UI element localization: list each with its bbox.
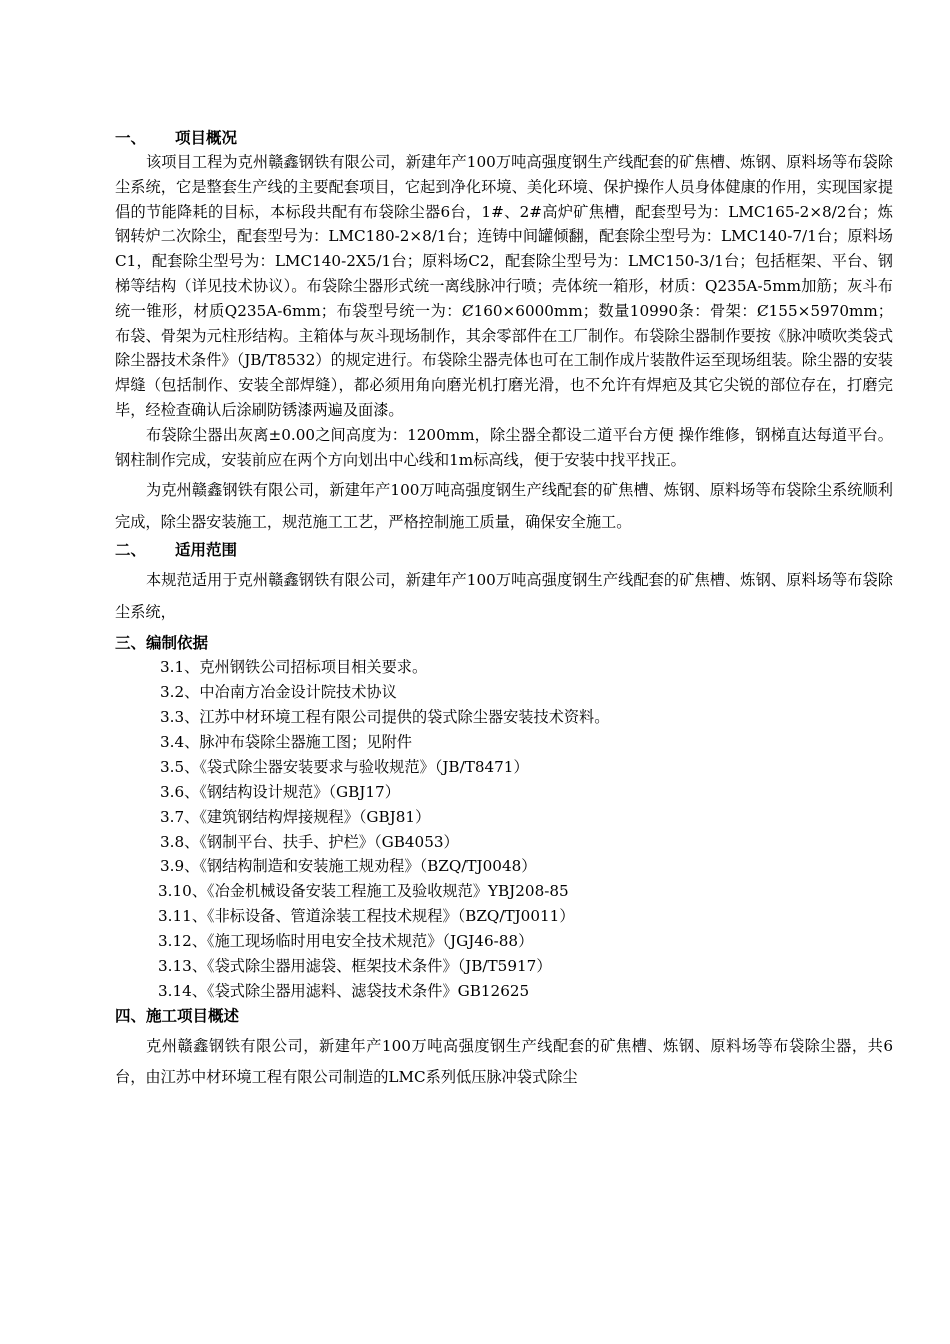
section-title: 施工项目概述	[146, 1006, 240, 1025]
section-title: 编制依据	[146, 634, 209, 653]
list-item: 3.2、中冶南方冶金设计院技术协议	[160, 683, 397, 702]
section-heading-overview	[115, 126, 893, 150]
list-item: 3.10、《冶金机械设备安装工程施工及验收规范》YBJ208-85	[158, 882, 569, 901]
section-number: 二、	[115, 541, 147, 560]
section-heading-basis	[115, 631, 893, 655]
section-title: 适用范围	[175, 541, 238, 560]
list-item: 3.12、《施工现场临时用电安全技术规范》（JGJ46-88）	[158, 932, 534, 951]
paragraph-project-description: 该项目工程为克州赣鑫钢铁有限公司，新建年产100万吨高强度钢生产线配套的矿焦槽、炼钢、原料场等布袋除尘系统，它是整套生产线的主要配套项目，它起到净化环境、美化环境、保护操作人员身体健康的作用，实现国家提倡的节能降耗的目标，本标段共配有布袋除尘器6台，1#、2#高炉矿焦槽，配套型号为：LMC165-2×8/2台；炼钢转炉二次除尘，配套型号为：LMC180-2×8/1台；连铸中间罐倾翻，配套除尘型号为：LMC140-7/1台；原料场C1，配套除尘型号为：LMC140-2X5/1台；原料场C2，配套除尘型号为：LMC150-3/1台；包括框架、平台、钢梯等结构（详见技术协议）。布袋除尘器形式统一离线脉冲行喷；壳体统一箱形，材质：Q235A-5mm加筋；灰斗布统一锥形，材质Q235A-6mm；布袋型号统一为：Ȼ160×6000mm；数量10990条：骨架：Ȼ155×5970mm；布袋、骨架为元柱形结构。主箱体与灰斗现场制作，其余零部件在工厂制作。布袋除尘器制作要按《脉冲喷吹类袋式除尘器技术条件》（JB/T8532）的规定进行。布袋除尘器壳体也可在工制作成片装散件运至现场组装。除尘器的安装焊缝（包括制作、安装全部焊缝），都必须用角向磨光机打磨光滑，也不允许有焊疤及其它尖锐的部位存在，打磨完毕，经检查确认后涂刷防锈漆两遍及面漆。	[115, 153, 893, 419]
section-heading-construction-overview	[115, 1004, 893, 1028]
list-item: 3.5、《袋式除尘器安装要求与验收规范》（JB/T8471）	[160, 757, 529, 776]
paragraph-goal: 为克州赣鑫钢铁有限公司，新建年产100万吨高强度钢生产线配套的矿焦槽、炼钢、原料场等布袋除尘系统顺利完成，除尘器安装施工，规范施工工艺，严格控制施工质量，确保安全施工。	[115, 481, 893, 531]
list-item: 3.3、江苏中材环境工程有限公司提供的袋式除尘器安装技术资料。	[160, 708, 610, 727]
list-item: 3.11、《非标设备、管道涂装工程技术规程》（BZQ/TJ0011）	[158, 907, 575, 926]
paragraph-height-platform: 布袋除尘器出灰离±0.00之间高度为：1200mm，除尘器全都设二道平台方便 操作维修，钢梯直达每道平台。钢柱制作完成，安装前应在两个方向划出中心线和1m标高线，便于安装中找平找正。	[115, 425, 893, 469]
list-item: 3.14、《袋式除尘器用滤料、滤袋技术条件》GB12625	[158, 981, 530, 1000]
section-number: 三、	[115, 634, 147, 653]
section-number: 一、	[115, 129, 147, 147]
section-heading-scope	[115, 538, 893, 562]
list-item: 3.6、《钢结构设计规范》（GBJ17）	[160, 782, 400, 801]
list-item: 3.4、脉冲布袋除尘器施工图；见附件	[160, 733, 412, 752]
section-number: 四、	[115, 1006, 147, 1025]
reference-list	[115, 655, 893, 1003]
list-item: 3.9、《钢结构制造和安装施工规劝程》（BZQ/TJ0048）	[160, 857, 537, 876]
list-item: 3.13、《袋式除尘器用滤袋、框架技术条件》（JB/T5917）	[158, 957, 552, 976]
document-page	[115, 126, 893, 1094]
section-title: 项目概况	[175, 129, 238, 147]
list-item: 3.7、《建筑钢结构焊接规程》（GBJ81）	[160, 807, 431, 826]
list-item: 3.1、克州钢铁公司招标项目相关要求。	[160, 658, 428, 677]
paragraph-scope: 本规范适用于克州赣鑫钢铁有限公司，新建年产100万吨高强度钢生产线配套的矿焦槽、炼钢、原料场等布袋除尘系统，	[115, 571, 893, 621]
paragraph-construction-overview: 克州赣鑫钢铁有限公司，新建年产100万吨高强度钢生产线配套的矿焦槽、炼钢、原料场等布袋除尘器，共6台，由江苏中材环境工程有限公司制造的LMC系列低压脉冲袋式除尘	[115, 1036, 893, 1087]
list-item: 3.8、《钢制平台、扶手、护栏》（GB4053）	[160, 832, 459, 851]
